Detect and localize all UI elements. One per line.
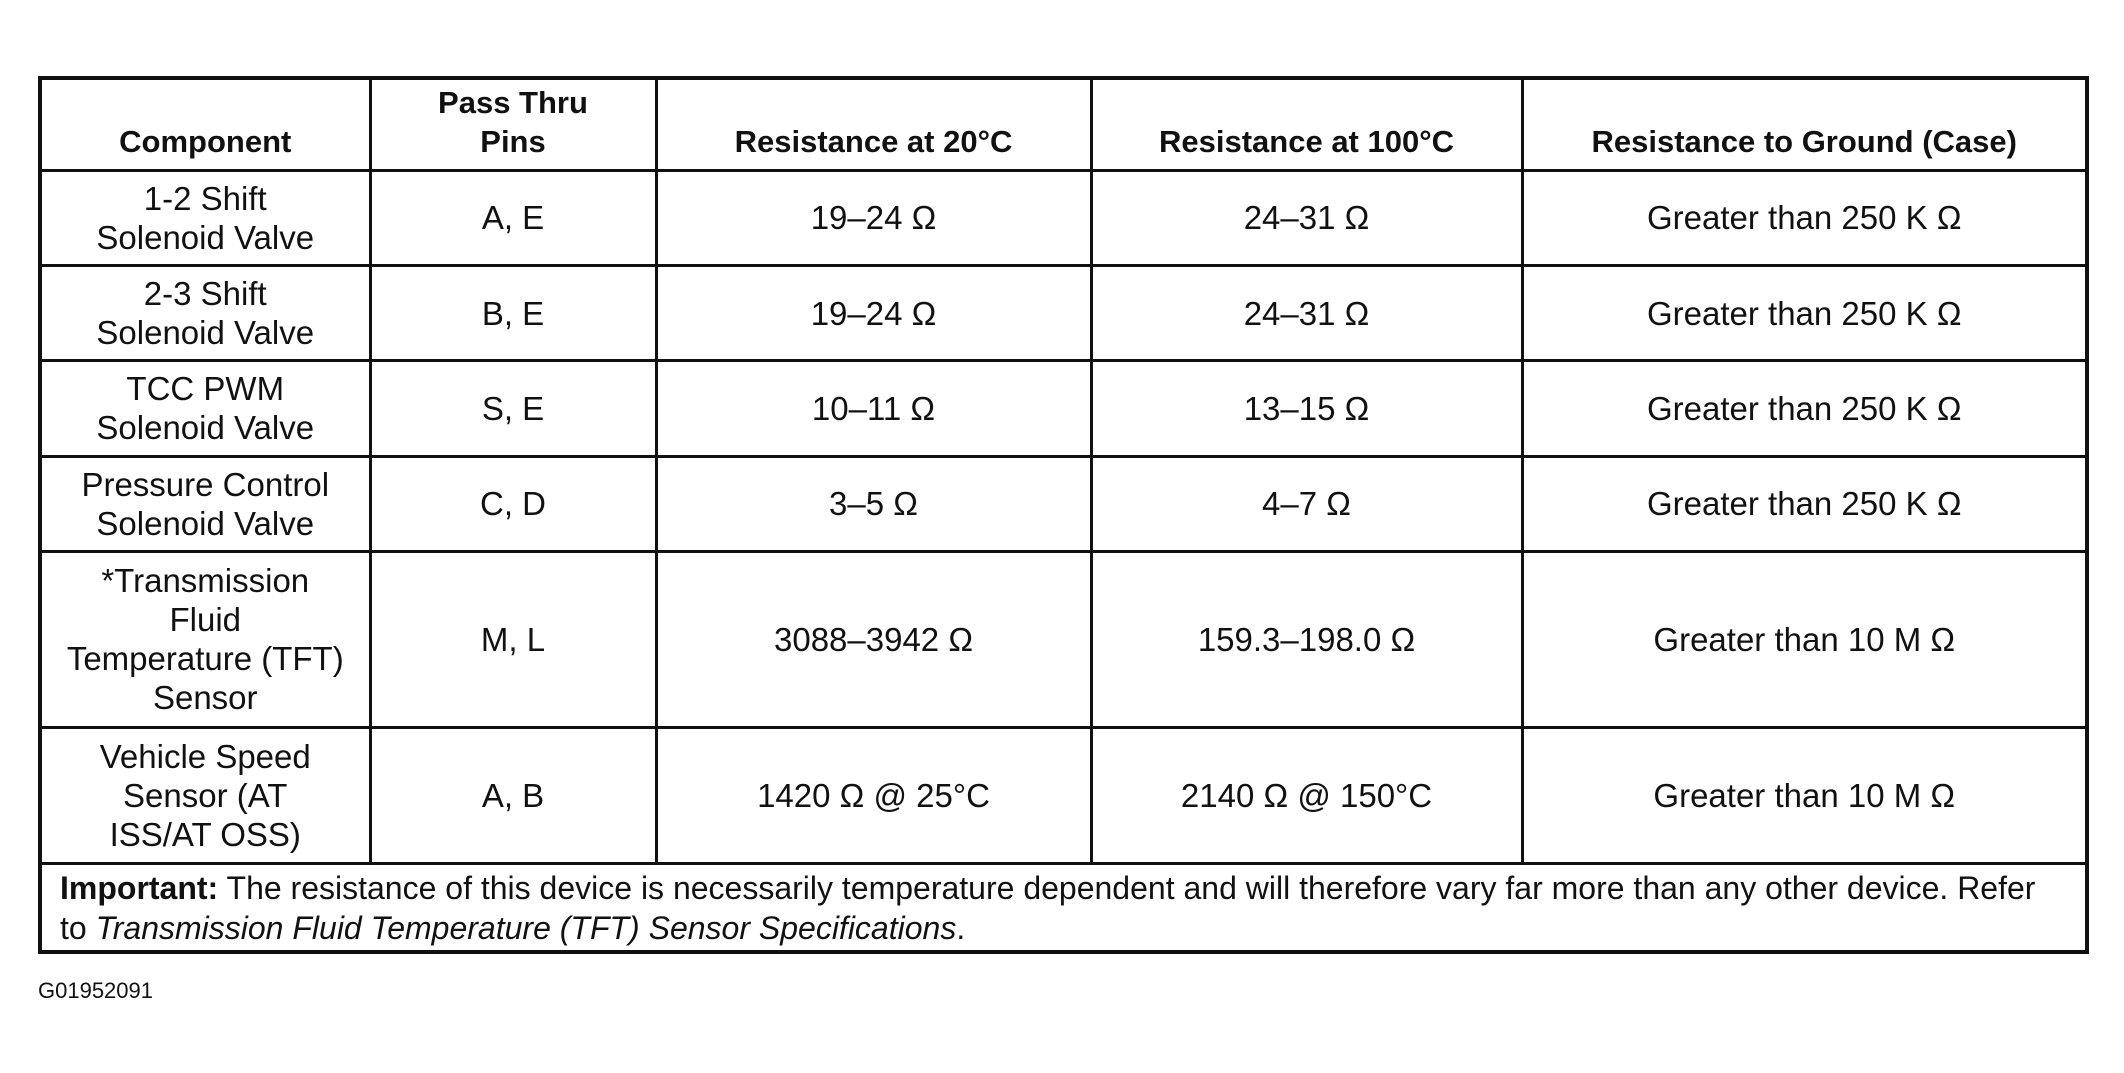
table-row: [40, 265, 2087, 360]
resistance-ground-cell: Greater than 250 K Ω: [1522, 265, 2087, 360]
resistance-ground-cell: Greater than 10 M Ω: [1522, 551, 2087, 727]
resistance-ground-cell: Greater than 250 K Ω: [1522, 361, 2087, 456]
note-label: Important:: [60, 869, 219, 906]
component-cell: 2-3 Shift Solenoid Valve: [40, 265, 370, 360]
resistance-20c-cell: 19–24 Ω: [656, 265, 1091, 360]
resistance-100c-cell: 4–7 Ω: [1091, 456, 1522, 551]
component-cell: *Transmission Fluid Temperature (TFT) Sensor: [40, 551, 370, 727]
resistance-20c-cell: 10–11 Ω: [656, 361, 1091, 456]
header-row: [40, 78, 2087, 170]
table-row: [40, 361, 2087, 456]
pins-cell: A, B: [370, 727, 656, 864]
pins-cell: A, E: [370, 170, 656, 265]
resistance-ground-cell: Greater than 250 K Ω: [1522, 170, 2087, 265]
resistance-ground-cell: Greater than 250 K Ω: [1522, 456, 2087, 551]
component-cell: Vehicle Speed Sensor (AT ISS/AT OSS): [40, 727, 370, 864]
important-note: [40, 864, 2087, 952]
component-cell: TCC PWM Solenoid Valve: [40, 361, 370, 456]
resistance-100c-cell: 24–31 Ω: [1091, 170, 1522, 265]
resistance-ground-cell: Greater than 10 M Ω: [1522, 727, 2087, 864]
resistance-20c-cell: 3088–3942 Ω: [656, 551, 1091, 727]
pins-cell: M, L: [370, 551, 656, 727]
table-row: [40, 170, 2087, 265]
resistance-100c-cell: 13–15 Ω: [1091, 361, 1522, 456]
figure-id: G01952091: [38, 978, 153, 1003]
table-row: [40, 456, 2087, 551]
note-row: [40, 864, 2087, 952]
table-row: [40, 551, 2087, 727]
table-row: [40, 727, 2087, 864]
resistance-20c-cell: 3–5 Ω: [656, 456, 1091, 551]
component-cell: 1-2 Shift Solenoid Valve: [40, 170, 370, 265]
resistance-20c-cell: 1420 Ω @ 25°C: [656, 727, 1091, 864]
header-resistance-20c: Resistance at 20°C: [656, 78, 1091, 170]
header-pass-thru-pins: Pass Thru Pins: [370, 78, 656, 170]
note-reference: Transmission Fluid Temperature (TFT) Sensor Specifications: [95, 909, 957, 946]
pins-cell: S, E: [370, 361, 656, 456]
header-resistance-to-ground: Resistance to Ground (Case): [1522, 78, 2087, 170]
specification-table: [38, 76, 2089, 954]
component-cell: Pressure Control Solenoid Valve: [40, 456, 370, 551]
header-component: Component: [40, 78, 370, 170]
resistance-100c-cell: 159.3–198.0 Ω: [1091, 551, 1522, 727]
resistance-20c-cell: 19–24 Ω: [656, 170, 1091, 265]
pins-cell: B, E: [370, 265, 656, 360]
pins-cell: C, D: [370, 456, 656, 551]
resistance-100c-cell: 2140 Ω @ 150°C: [1091, 727, 1522, 864]
note-end: .: [956, 909, 966, 946]
resistance-100c-cell: 24–31 Ω: [1091, 265, 1522, 360]
note-text: The resistance of this device is necessarily temperature dependent and will therefore vary far more than any other device. Refer to: [60, 869, 2036, 946]
header-resistance-100c: Resistance at 100°C: [1091, 78, 1522, 170]
